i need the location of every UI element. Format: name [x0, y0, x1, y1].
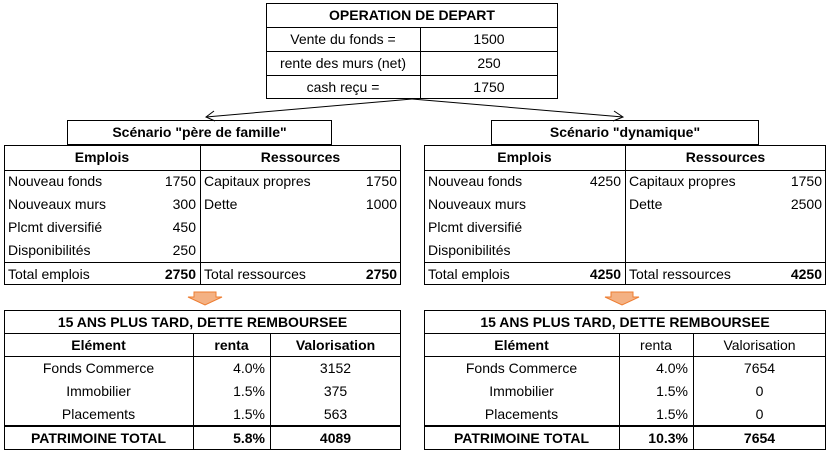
left-emplois-header: Emplois [74, 149, 130, 165]
left-emplois-label: Plcmt diversifié [8, 219, 103, 235]
left-later-row-valo: 375 [323, 383, 348, 399]
left-total-ressources-label: Total ressources [204, 266, 306, 282]
down-arrow-icon [188, 292, 222, 305]
left-ressources-header: Ressources [260, 149, 341, 165]
left-later-col-valo: Valorisation [295, 337, 376, 353]
left-later-row-renta: 1.5% [233, 406, 265, 422]
left-total-emplois-value: 2750 [164, 266, 196, 282]
left-later-row-label: Fonds Commerce [42, 360, 155, 376]
operation-label: rente des murs (net) [279, 55, 407, 71]
right-later-row-label: Fonds Commerce [465, 360, 578, 376]
left-emplois-label: Disponibilités [8, 242, 91, 258]
right-later-title: 15 ANS PLUS TARD, DETTE REMBOURSEE [480, 314, 770, 330]
right-later-row-valo: 7654 [743, 360, 776, 376]
left-emplois-label: Nouveau fonds [8, 173, 103, 189]
right-later-row-valo: 0 [755, 383, 764, 399]
right-later-row-label: Placements [484, 406, 559, 422]
right-emplois-label: Nouveaux murs [428, 196, 527, 212]
left-emplois-label: Nouveaux murs [8, 196, 107, 212]
right-total-emplois-label: Total emplois [428, 266, 510, 282]
left-ressources-label: Capitaux propres [204, 173, 311, 189]
left-later-row-renta: 4.0% [233, 360, 265, 376]
left-later-title: 15 ANS PLUS TARD, DETTE REMBOURSEE [57, 314, 348, 330]
operation-title: OPERATION DE DEPART [329, 7, 495, 23]
left-later-col-element: Elément [71, 337, 126, 353]
right-scenario-title: Scénario "dynamique" [549, 124, 701, 140]
left-later-row-valo: 563 [323, 406, 348, 422]
right-ressources-value: 1750 [790, 173, 822, 189]
right-later-row-valo: 0 [755, 406, 764, 422]
down-arrow-icon [605, 292, 639, 305]
right-emplois-label: Plcmt diversifié [428, 219, 523, 235]
left-later-col-renta: renta [214, 337, 249, 353]
left-ressources-label: Dette [204, 196, 238, 212]
right-patrimoine-valo: 7654 [743, 430, 776, 446]
right-emplois-value [574, 239, 623, 262]
right-later-row-label: Immobilier [489, 383, 554, 399]
right-later-row-renta: 4.0% [656, 360, 688, 376]
right-ressources-header: Ressources [685, 149, 766, 165]
left-later-row-label: Immobilier [66, 383, 131, 399]
right-emplois-value [574, 193, 623, 216]
right-patrimoine-label: PATRIMOINE TOTAL [453, 430, 590, 446]
left-emplois-value: 450 [172, 219, 196, 235]
right-later-col-renta: renta [640, 337, 672, 353]
right-emplois-header: Emplois [497, 149, 552, 165]
left-later-row-renta: 1.5% [233, 383, 265, 399]
left-later-row-label: Placements [61, 406, 136, 422]
operation-label: cash reçu = [306, 79, 380, 95]
right-total-ressources-label: Total ressources [629, 266, 731, 282]
left-scenario-title: Scénario "père de famille" [112, 124, 287, 140]
left-patrimoine-label: PATRIMOINE TOTAL [30, 430, 167, 446]
operation-value: 1500 [473, 31, 505, 47]
left-patrimoine-renta: 5.8% [233, 430, 265, 446]
right-total-emplois-value: 4250 [589, 266, 621, 282]
left-ressources-value: 1000 [365, 196, 397, 212]
left-emplois-value: 250 [172, 242, 196, 258]
left-emplois-value: 300 [172, 196, 196, 212]
right-emplois-value: 4250 [589, 173, 621, 189]
operation-value: 1750 [473, 79, 505, 95]
left-later-row-valo: 3152 [319, 360, 352, 376]
right-emplois-label: Nouveau fonds [428, 173, 523, 189]
right-later-row-renta: 1.5% [656, 383, 688, 399]
left-ressources-value: 1750 [365, 173, 397, 189]
left-total-emplois-label: Total emplois [8, 266, 90, 282]
right-patrimoine-renta: 10.3% [648, 430, 688, 446]
operation-label: Vente du fonds = [290, 31, 396, 47]
left-total-ressources-value: 2750 [365, 266, 397, 282]
right-later-col-element: Elément [494, 337, 549, 353]
right-later-col-valo: Valorisation [723, 337, 796, 353]
right-emplois-label: Disponibilités [428, 242, 511, 258]
operation-value: 250 [477, 55, 501, 71]
left-patrimoine-valo: 4089 [319, 430, 352, 446]
left-emplois-value: 1750 [164, 173, 196, 189]
right-ressources-label: Dette [629, 196, 663, 212]
right-ressources-value: 2500 [790, 196, 822, 212]
right-emplois-value [574, 216, 623, 239]
right-ressources-label: Capitaux propres [629, 173, 736, 189]
right-later-row-renta: 1.5% [656, 406, 688, 422]
right-total-ressources-value: 4250 [790, 266, 822, 282]
